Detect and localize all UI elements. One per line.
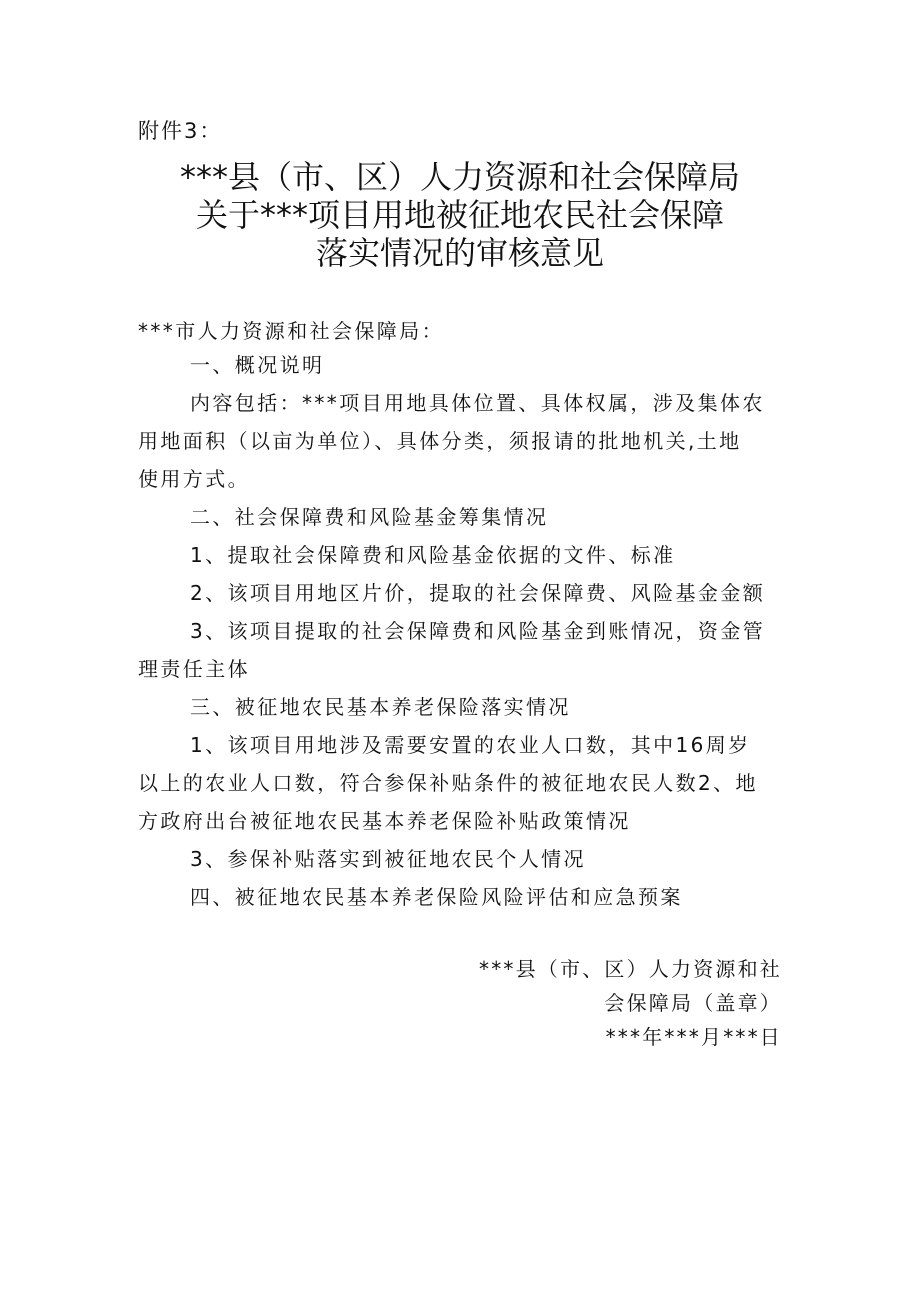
section-2-item-1: 1、提取社会保障费和风险基金依据的文件、标准 [190,543,676,567]
section-3-item-1-line-2: 以上的农业人口数，符合参保补贴条件的被征地农民人数2、地 [138,771,758,795]
section-2-item-2: 2、该项目用地区片价，提取的社会保障费、风险基金金额 [190,581,766,605]
addressee: ***市人力资源和社会保障局： [138,319,444,343]
signature-org-line-2: 会保障局（盖章） [604,991,782,1015]
document-title-line-1: ***县（市、区）人力资源和社会保障局 [179,158,740,196]
section-2-heading: 二、社会保障费和风险基金筹集情况 [190,505,549,529]
section-2-item-3-line-1: 3、该项目提取的社会保障费和风险基金到账情况，资金管 [190,619,766,643]
section-1-heading: 一、概况说明 [190,353,325,377]
section-3-item-1-line-1: 1、该项目用地涉及需要安置的农业人口数，其中16周岁 [190,733,751,757]
section-1-paragraph-line-3: 使用方式。 [138,467,250,491]
section-1-paragraph-line-2: 用地面积（以亩为单位）、具体分类，须报请的批地机关,土地 [138,429,742,453]
attachment-label: 附件3： [138,119,223,143]
signature-org-line-1: ***县（市、区）人力资源和社 [479,957,782,981]
section-2-item-3-line-2: 理责任主体 [138,657,250,681]
section-4-heading: 四、被征地农民基本养老保险风险评估和应急预案 [190,885,683,909]
section-3-item-1-line-3: 方政府出台被征地农民基本养老保险补贴政策情况 [138,809,631,833]
signature-date: ***年***月***日 [605,1025,782,1049]
section-1-paragraph-line-1: 内容包括：***项目用地具体位置、具体权属，涉及集体农 [190,391,765,415]
document-title-line-2: 关于***项目用地被征地农民社会保障 [195,196,724,234]
section-3-heading: 三、被征地农民基本养老保险落实情况 [190,695,571,719]
document-title-line-3: 落实情况的审核意见 [315,234,604,272]
section-3-item-3: 3、参保补贴落实到被征地农民个人情况 [190,847,586,871]
